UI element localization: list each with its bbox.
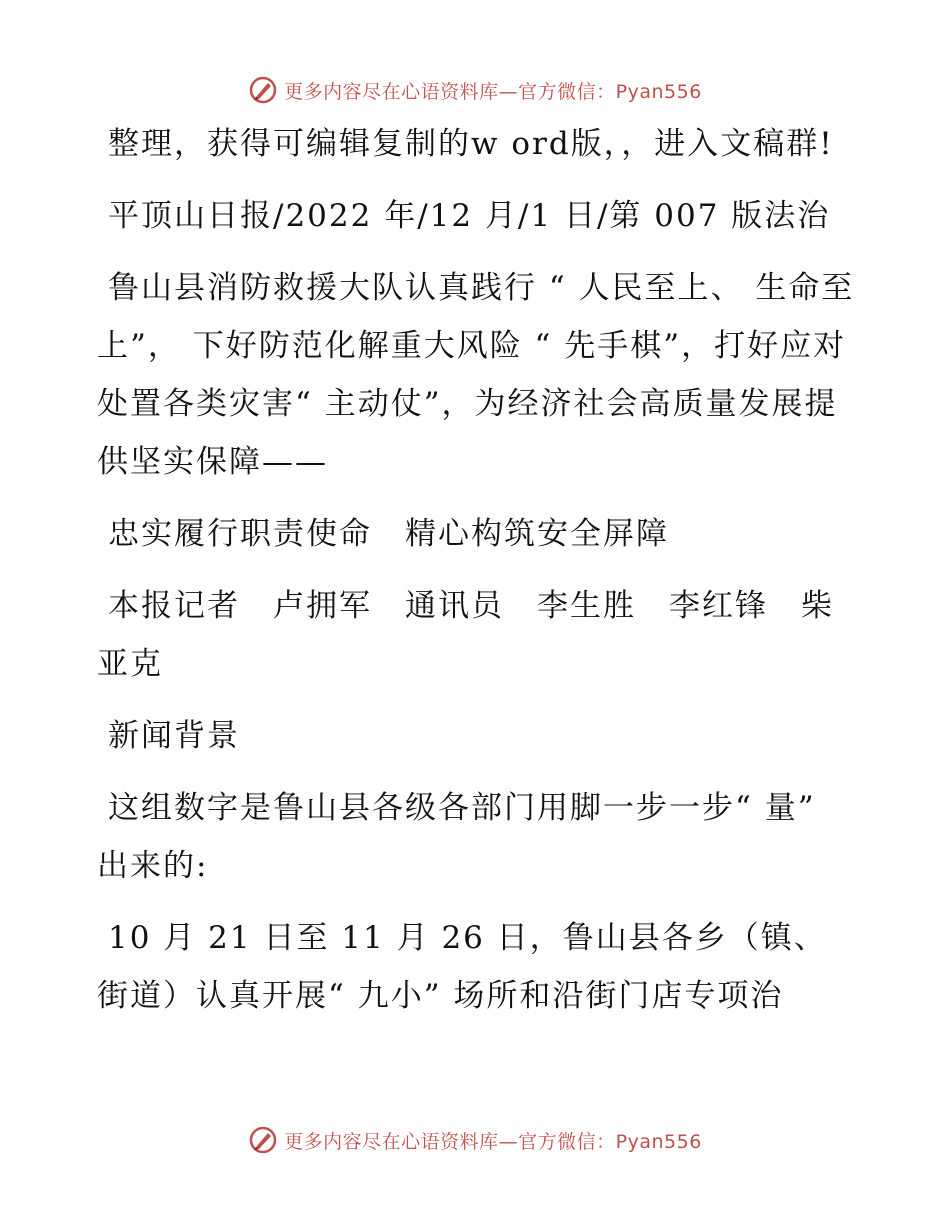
watermark-header [0,70,950,110]
watermark-text: 更多内容尽在心语资料库—官方微信：Pyan556 [284,1130,702,1153]
watermark-footer [0,1120,950,1160]
pen-logo-icon [248,75,278,105]
watermark-text: 更多内容尽在心语资料库—官方微信：Pyan556 [284,80,702,103]
paragraph-section-title: 新闻背景 [108,718,240,754]
document-body [97,115,857,1039]
paragraph-headline-lead: 鲁山县消防救援大队认真践行 “ 人民至上、 生命至上”， 下好防范化解重大风险 “ 先手棋”，打好应对处置各类灾害“ 主动仗”，为经济社会高质量发展提供坚实保障—— [97,270,855,480]
paragraph-body-2: 10 月 21 日至 11 月 26 日，鲁山县各乡（镇、街道）认真开展“ 九小” 场所和沿街门店专项治 [97,920,827,1014]
paragraph-source: 平顶山日报/2022 年/12 月/1 日/第 007 版法治 [108,198,831,234]
pen-logo-icon [248,1125,278,1155]
paragraph-byline: 本报记者 卢拥军 通讯员 李生胜 李红锋 柴亚克 [97,588,834,682]
paragraph-headline: 忠实履行职责使命 精心构筑安全屏障 [108,516,669,552]
paragraph-body-1: 这组数字是鲁山县各级各部门用脚一步一步“ 量” 出来的: [97,790,816,884]
paragraph-intro: 整理，获得可编辑复制的w ord版，，进入文稿群! [108,126,834,162]
